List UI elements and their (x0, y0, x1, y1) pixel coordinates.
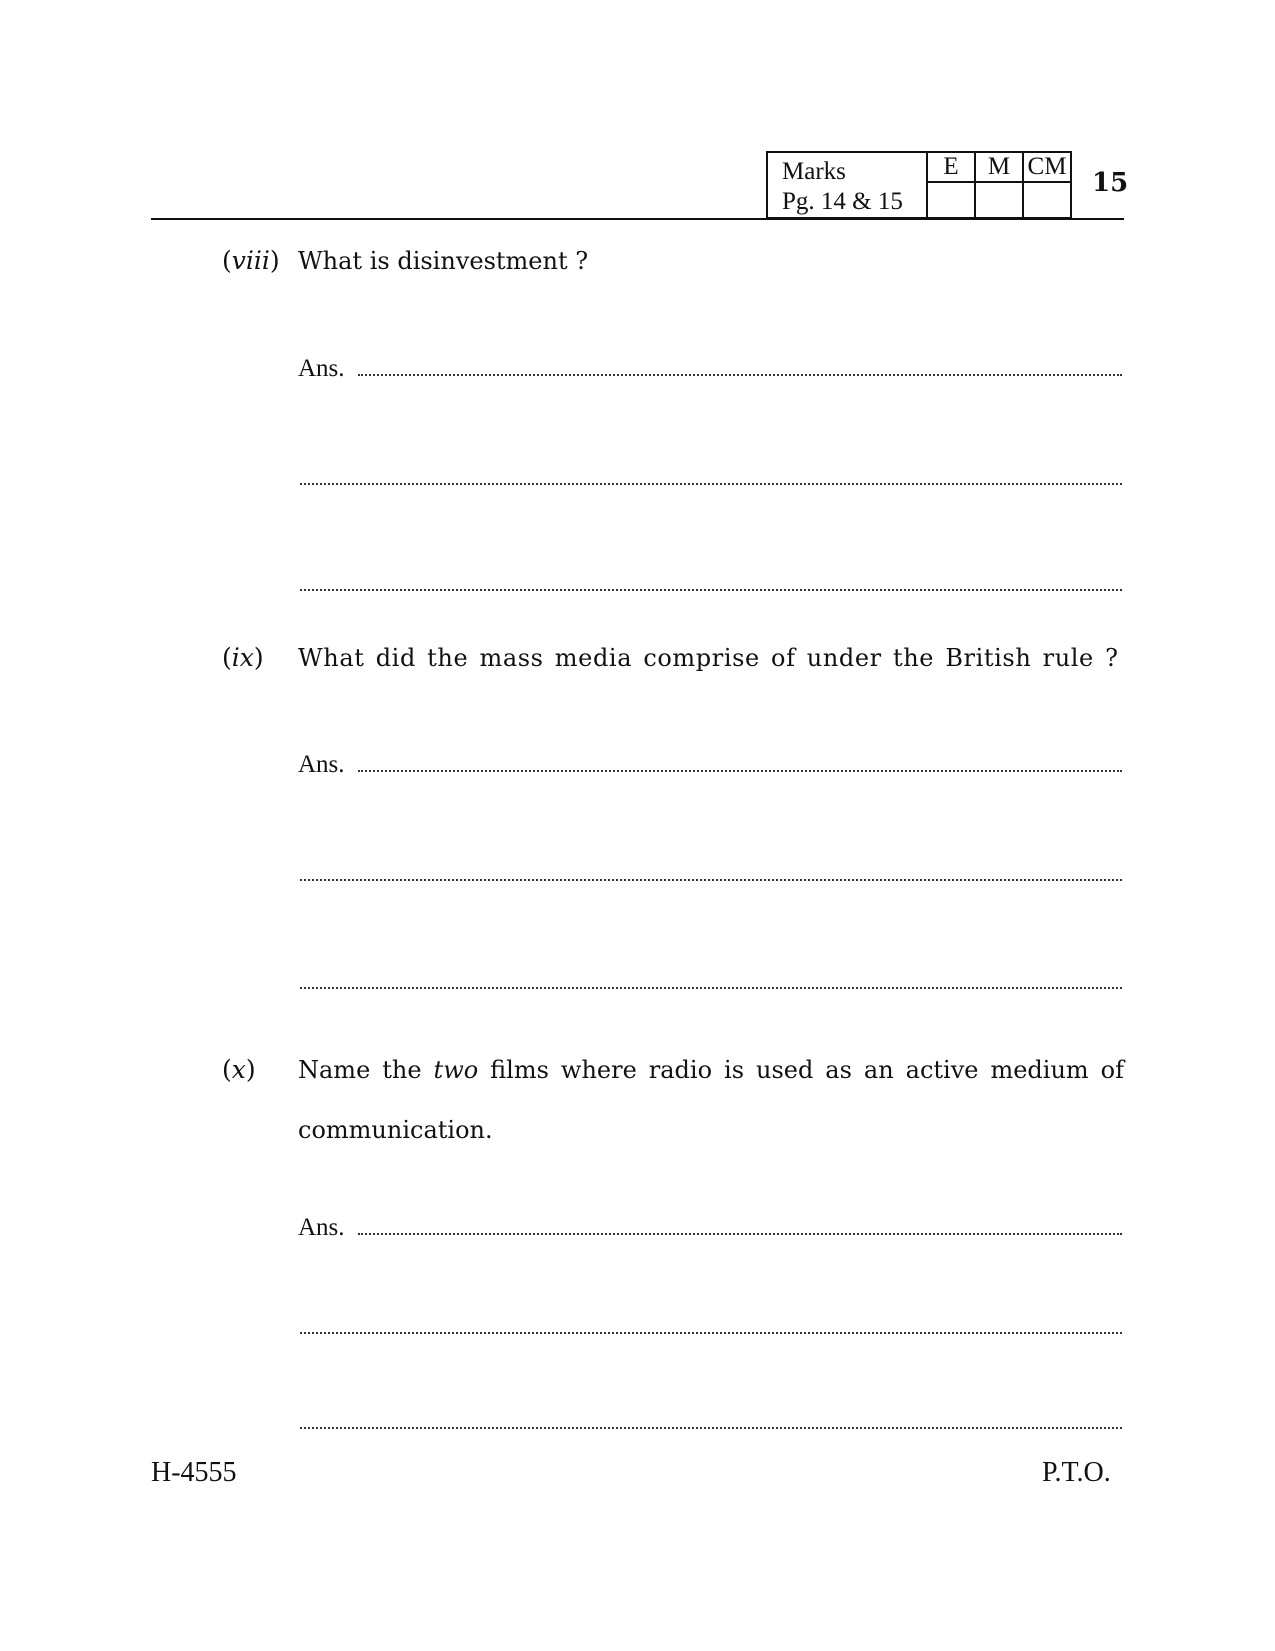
answer-label: Ans. (298, 355, 345, 382)
answer-line[interactable] (300, 589, 1122, 591)
question-text (298, 1056, 1124, 1084)
question-number: (viii) (222, 246, 280, 275)
question-number-text: ix (231, 643, 254, 672)
question-text: What did the mass media comprise of under the British rule ? (298, 644, 1119, 672)
question-number-text: x (231, 1055, 246, 1084)
answer-label: Ans. (298, 751, 345, 778)
question-text-emphasis: two (433, 1056, 479, 1084)
paper-code: H-4555 (151, 1457, 237, 1488)
answer-line[interactable] (300, 1332, 1122, 1334)
question-number: (x) (222, 1055, 256, 1084)
question-number-text: viii (231, 246, 270, 275)
marks-table (766, 151, 1072, 219)
marks-label: Marks (782, 158, 846, 185)
col-header-cm: CM (1024, 153, 1070, 183)
marks-col-e (927, 152, 975, 218)
marks-col-m (975, 152, 1023, 218)
answer-line[interactable] (300, 879, 1122, 881)
question-text-part: Name the (298, 1056, 434, 1084)
pages-label: Pg. 14 & 15 (782, 188, 903, 215)
answer-line[interactable] (300, 483, 1122, 485)
marks-col-cm (1023, 152, 1071, 218)
marks-label-cell (767, 152, 927, 218)
question-text: What is disinvestment ? (298, 247, 589, 275)
answer-line[interactable] (300, 987, 1122, 989)
question-text-part: films where radio is used as an active medium of (478, 1056, 1124, 1084)
pto-label: P.T.O. (1042, 1457, 1111, 1488)
answer-line[interactable] (300, 1427, 1122, 1429)
col-header-e: E (928, 153, 974, 183)
header-divider (151, 218, 1124, 220)
col-header-m: M (976, 153, 1022, 183)
answer-line[interactable] (358, 1233, 1122, 1235)
question-number: (ix) (222, 643, 264, 672)
answer-label: Ans. (298, 1214, 345, 1241)
page-number: 15 (1092, 168, 1129, 198)
question-text-continued: communication. (298, 1116, 493, 1144)
answer-line[interactable] (358, 770, 1122, 772)
answer-line[interactable] (358, 374, 1122, 376)
